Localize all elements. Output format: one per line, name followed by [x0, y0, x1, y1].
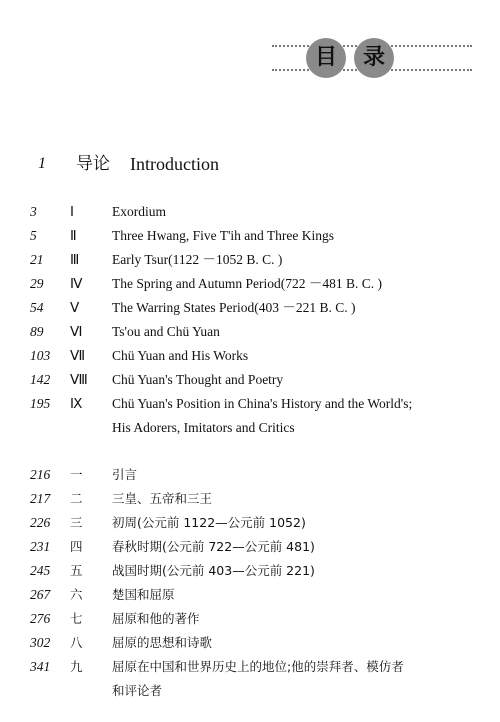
entry-page: 216 [30, 467, 51, 482]
entry-number: Ⅳ [70, 276, 83, 291]
entry-page: 217 [30, 491, 51, 506]
entry-title: Exordium [112, 204, 166, 219]
toc-entry-en[interactable] [0, 344, 500, 368]
toc-entry-cn[interactable] [0, 511, 500, 535]
entry-title: 三皇、五帝和三王 [112, 491, 213, 506]
entry-page: 267 [30, 587, 51, 602]
entry-page: 245 [30, 563, 51, 578]
toc-entry-cn[interactable] [0, 655, 500, 703]
entry-title: Chü Yuan's Position in China's History and the World's; [112, 396, 413, 411]
entry-number: 三 [70, 515, 83, 530]
entry-page: 142 [30, 372, 51, 387]
entry-page: 54 [30, 300, 44, 315]
toc-entry-en[interactable] [0, 224, 500, 248]
entry-number: Ⅰ [70, 204, 74, 219]
entry-page: 103 [30, 348, 51, 363]
header-char-circle-1: 目 [306, 38, 346, 78]
entry-page: 5 [30, 228, 37, 243]
entry-title: Chü Yuan's Thought and Poetry [112, 372, 284, 387]
entry-number: Ⅵ [70, 324, 83, 339]
entry-number: Ⅱ [70, 228, 77, 243]
entry-title: 引言 [112, 467, 138, 482]
entry-page: 276 [30, 611, 51, 626]
entry-number: 九 [70, 659, 83, 674]
toc-entry-en[interactable] [0, 392, 500, 440]
toc-entry-cn[interactable] [0, 535, 500, 559]
entry-title-continued: 和评论者 [112, 683, 163, 698]
entry-page: 302 [30, 635, 51, 650]
entry-title: The Warring States Period(403 －221 B. C. ) [112, 300, 356, 315]
entry-title: Three Hwang, Five T'ih and Three Kings [112, 228, 335, 243]
toc-entry-cn[interactable] [0, 607, 500, 631]
toc-entry-cn[interactable] [0, 487, 500, 511]
entry-title: 春秋时期(公元前 722—公元前 481) [112, 539, 315, 554]
entry-number: 一 [70, 467, 83, 482]
header-char-circle-2: 录 [354, 38, 394, 78]
toc-entry-en[interactable] [0, 248, 500, 272]
entry-number: 七 [70, 611, 83, 626]
intro-title-en: Introduction [130, 154, 219, 174]
entry-number: Ⅲ [70, 252, 80, 267]
entry-number: 五 [70, 563, 83, 578]
entry-number: Ⅷ [70, 372, 88, 387]
entry-page: 341 [30, 659, 51, 674]
entry-title: 楚国和屈原 [112, 587, 175, 602]
entry-number: Ⅶ [70, 348, 86, 363]
entry-number: Ⅴ [70, 300, 80, 315]
entry-title: The Spring and Autumn Period(722 －481 B. C. ) [112, 276, 382, 291]
entry-title: 初周(公元前 1122—公元前 1052) [112, 515, 306, 530]
entry-page: 226 [30, 515, 51, 530]
entry-title-continued: His Adorers, Imitators and Critics [112, 420, 295, 435]
entry-page: 195 [30, 396, 51, 411]
entry-title: 战国时期(公元前 403—公元前 221) [112, 563, 315, 578]
toc-entry-en[interactable] [0, 272, 500, 296]
entry-page: 21 [30, 252, 44, 267]
entry-number: Ⅸ [70, 396, 83, 411]
entry-title: Early Tsur(1122 －1052 B. C. ) [112, 252, 283, 267]
entry-title: 屈原在中国和世界历史上的地位;他的崇拜者、模仿者 [112, 659, 404, 674]
entry-title: 屈原的思想和诗歌 [112, 635, 213, 650]
toc-entry-cn[interactable] [0, 559, 500, 583]
entry-number: 四 [70, 539, 83, 554]
entry-page: 29 [30, 276, 44, 291]
entry-title: Ts'ou and Chü Yuan [112, 324, 220, 339]
entry-title: Chü Yuan and His Works [112, 348, 249, 363]
toc-entry-en[interactable] [0, 320, 500, 344]
entry-page: 89 [30, 324, 44, 339]
toc-entry-cn[interactable] [0, 631, 500, 655]
entry-title: 屈原和他的著作 [112, 611, 200, 626]
toc-header [272, 34, 472, 82]
entry-number: 二 [70, 491, 83, 506]
entry-page: 3 [30, 204, 37, 219]
toc-entry-en[interactable] [0, 296, 500, 320]
intro-page-number: 1 [38, 155, 46, 172]
toc-entry-en[interactable] [0, 368, 500, 392]
entry-number: 六 [70, 587, 83, 602]
entry-page: 231 [30, 539, 51, 554]
toc-intro-row[interactable] [0, 151, 500, 177]
toc-entry-cn[interactable] [0, 583, 500, 607]
toc-entry-cn[interactable] [0, 463, 500, 487]
intro-title-cn: 导论 [76, 154, 110, 174]
entry-number: 八 [70, 635, 83, 650]
toc-entry-en[interactable] [0, 200, 500, 224]
